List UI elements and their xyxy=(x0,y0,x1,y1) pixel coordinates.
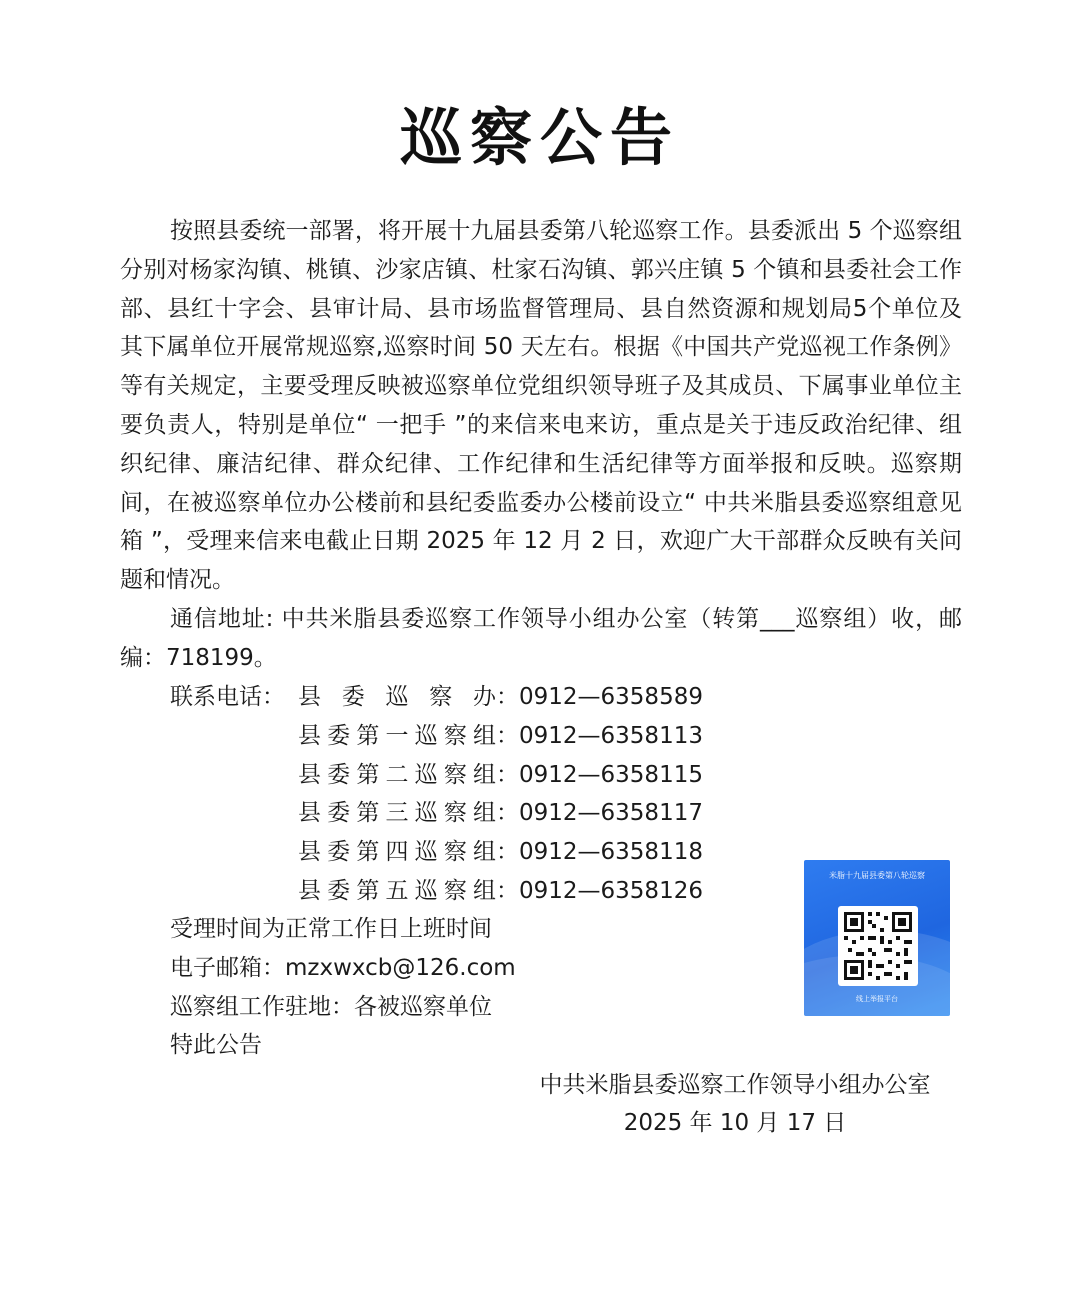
email-line: 电子邮箱：mzxwxcb@126.com xyxy=(170,954,516,981)
contact-unit: 县委巡察办 xyxy=(298,684,496,710)
contact-phone: 0912—6358113 xyxy=(519,722,703,749)
office-hours: 受理时间为正常工作日上班时间 xyxy=(170,916,492,942)
contact-phone: 0912—6358115 xyxy=(519,761,703,788)
contact-unit: 县委第一巡察组 xyxy=(298,722,496,749)
contact-row: 县委第四巡察组：0912—6358118 xyxy=(170,833,703,872)
contact-phone: 0912—6358118 xyxy=(519,839,703,866)
closing-line: 特此公告 xyxy=(170,1032,262,1059)
contact-unit: 县委第五巡察组 xyxy=(298,877,496,904)
contact-row: 联系电话： 县委巡察办：0912—6358589 xyxy=(170,678,703,717)
contact-unit: 县委第二巡察组 xyxy=(298,761,496,788)
signature-date: 2025 年 10 月 17 日 xyxy=(623,1110,847,1136)
contact-row: 县委第三巡察组：0912—6358117 xyxy=(170,794,703,833)
contact-row: 县委第二巡察组：0912—6358115 xyxy=(170,756,703,795)
qr-code-icon[interactable] xyxy=(838,906,918,986)
contact-unit: 县委第三巡察组 xyxy=(298,800,496,827)
contact-phone: 0912—6358589 xyxy=(519,684,703,710)
signature-org: 中共米脂县委巡察工作领导小组办公室 xyxy=(539,1072,931,1098)
signature-block xyxy=(520,1066,950,1142)
contact-row: 县委第五巡察组：0912—6358126 xyxy=(170,872,703,911)
qr-card-title: 米脂十九届县委第八轮巡察 xyxy=(829,871,925,880)
contact-unit: 县委第四巡察组 xyxy=(298,839,496,866)
qr-card[interactable] xyxy=(804,860,950,1016)
work-location: 巡察组工作驻地：各被巡察单位 xyxy=(170,993,492,1020)
notice-misc xyxy=(170,910,516,1065)
notice-body xyxy=(120,212,962,678)
contact-phone: 0912—6358126 xyxy=(519,877,703,904)
body-paragraph-address: 通信地址: 中共米脂县委巡察工作领导小组办公室（转第___巡察组）收，邮编：718199。 xyxy=(120,605,962,671)
contact-row: 县委第一巡察组：0912—6358113 xyxy=(170,717,703,756)
contact-phone: 0912—6358117 xyxy=(519,800,703,827)
contact-label: 联系电话： xyxy=(170,684,285,710)
contact-list xyxy=(170,678,703,911)
notice-title: 巡察公告 xyxy=(399,101,680,174)
qr-card-caption: 线上举报平台 xyxy=(856,995,898,1003)
body-paragraph-main: 按照县委统一部署，将开展十九届县委第八轮巡察工作。县委派出 5 个巡察组分别对杨家沟镇、桃镇、沙家店镇、杜家石沟镇、郭兴庄镇 5 个镇和县委社会工作部、县红十字会、县审计局、县市场监督管理局、县自然资源和规划局5个单位及其下属单位开展常规巡察,巡察时间 50 天左右。根据《中国共产党巡视工作条例》等有关规定，主要受理反映被巡察单位党组织领导班子及其成员、下属事业单位主要负责人，特别是单位“ 一把手 ”的来信来电来访，重点是关于违反政治纪律、组织纪律、廉洁纪律、群众纪律、工作纪律和生活纪律等方面举报和反映。巡察期间，在被巡察单位办公楼前和县纪委监委办公楼前设立“ 中共米脂县委巡察组意见箱 ”，受理来信来电截止日期 2025 年 12 月 2 日，欢迎广大干部群众反映有关问题和情况。 xyxy=(120,218,962,594)
